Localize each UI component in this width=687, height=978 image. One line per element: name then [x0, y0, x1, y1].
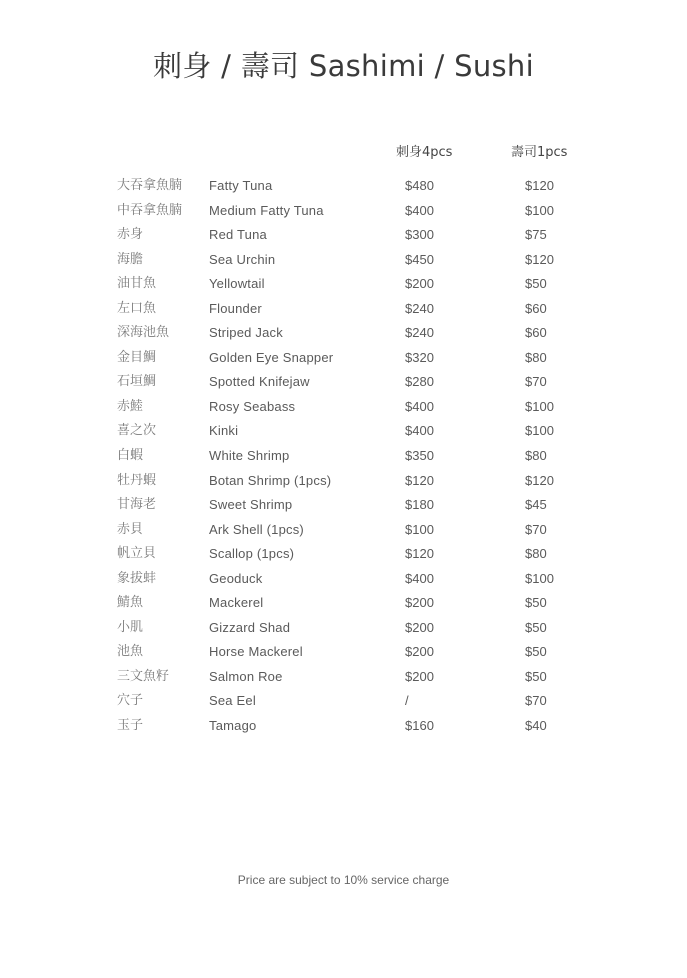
menu-item-row	[0, 346, 687, 371]
item-english-name: Ark Shell (1pcs)	[209, 521, 304, 537]
item-sushi-price: $70	[525, 693, 547, 709]
menu-table	[0, 174, 687, 739]
item-sashimi-price: $200	[405, 644, 434, 660]
item-sushi-price: $50	[525, 276, 547, 292]
item-sashimi-price: $240	[405, 300, 434, 316]
item-sushi-price: $80	[525, 448, 547, 464]
menu-item-row	[0, 518, 687, 543]
item-sushi-price: $80	[525, 349, 547, 365]
item-sashimi-price: $320	[405, 349, 434, 365]
item-sashimi-price: $200	[405, 619, 434, 635]
menu-item-row	[0, 272, 687, 297]
item-english-name: Botan Shrimp (1pcs)	[209, 472, 332, 488]
item-sushi-price: $45	[525, 497, 547, 513]
item-sushi-price: $100	[525, 423, 554, 439]
item-sashimi-price: $400	[405, 423, 434, 439]
item-chinese-name: 牡丹蝦	[117, 472, 157, 488]
item-sushi-price: $60	[525, 300, 547, 316]
menu-item-row	[0, 714, 687, 739]
item-chinese-name: 甘海老	[117, 497, 157, 513]
item-chinese-name: 池魚	[117, 644, 144, 660]
item-english-name: Mackerel	[209, 595, 264, 611]
item-sushi-price: $70	[525, 374, 547, 390]
menu-item-row	[0, 297, 687, 322]
item-chinese-name: 赤貝	[117, 521, 144, 537]
item-sushi-price: $80	[525, 546, 547, 562]
item-sashimi-price: $120	[405, 472, 434, 488]
item-english-name: Sea Eel	[209, 693, 256, 709]
item-chinese-name: 帆立貝	[117, 546, 157, 562]
item-english-name: Yellowtail	[209, 276, 265, 292]
item-english-name: Striped Jack	[209, 325, 283, 341]
sushi-column-header: 壽司1pcs	[511, 145, 568, 160]
item-sashimi-price: $200	[405, 668, 434, 684]
item-sushi-price: $50	[525, 668, 547, 684]
sashimi-column-header: 刺身4pcs	[396, 145, 453, 160]
item-english-name: Sweet Shrimp	[209, 497, 293, 513]
item-sushi-price: $60	[525, 325, 547, 341]
item-sushi-price: $40	[525, 718, 547, 734]
menu-item-row	[0, 174, 687, 199]
item-sashimi-price: $100	[405, 521, 434, 537]
menu-item-row	[0, 469, 687, 494]
item-chinese-name: 象拔蚌	[117, 570, 157, 586]
item-english-name: Gizzard Shad	[209, 619, 291, 635]
item-chinese-name: 鯖魚	[117, 595, 144, 611]
item-english-name: Sea Urchin	[209, 251, 276, 267]
item-english-name: Horse Mackerel	[209, 644, 303, 660]
item-english-name: Rosy Seabass	[209, 398, 296, 414]
menu-item-row	[0, 689, 687, 714]
item-sashimi-price: $480	[405, 178, 434, 193]
item-sushi-price: $75	[525, 227, 547, 243]
item-english-name: Salmon Roe	[209, 668, 283, 684]
item-english-name: Golden Eye Snapper	[209, 349, 334, 365]
item-sushi-price: $70	[525, 521, 547, 537]
item-sashimi-price: $200	[405, 595, 434, 611]
menu-item-row	[0, 419, 687, 444]
item-chinese-name: 喜之次	[117, 423, 157, 439]
item-sashimi-price: /	[405, 693, 409, 709]
item-chinese-name: 玉子	[117, 718, 144, 734]
item-sushi-price: $100	[525, 398, 554, 414]
item-english-name: Tamago	[209, 718, 257, 734]
item-chinese-name: 金目鯛	[117, 349, 157, 365]
item-sashimi-price: $350	[405, 448, 434, 464]
menu-item-row	[0, 199, 687, 224]
item-english-name: Red Tuna	[209, 227, 267, 243]
item-sashimi-price: $400	[405, 202, 434, 218]
item-sashimi-price: $240	[405, 325, 434, 341]
item-sushi-price: $120	[525, 472, 554, 488]
item-sushi-price: $50	[525, 644, 547, 660]
item-sushi-price: $120	[525, 251, 554, 267]
item-english-name: Geoduck	[209, 570, 263, 586]
item-sashimi-price: $450	[405, 251, 434, 267]
menu-item-row	[0, 493, 687, 518]
menu-item-row	[0, 567, 687, 592]
item-english-name: Fatty Tuna	[209, 178, 273, 193]
item-chinese-name: 白蝦	[117, 448, 144, 464]
item-chinese-name: 赤身	[117, 227, 144, 243]
item-sushi-price: $120	[525, 178, 554, 193]
menu-item-row	[0, 665, 687, 690]
item-english-name: Medium Fatty Tuna	[209, 202, 324, 218]
item-english-name: Kinki	[209, 423, 239, 439]
menu-item-row	[0, 542, 687, 567]
menu-item-row	[0, 640, 687, 665]
item-sashimi-price: $120	[405, 546, 434, 562]
menu-item-row	[0, 444, 687, 469]
menu-item-row	[0, 395, 687, 420]
item-chinese-name: 大吞拿魚腩	[117, 178, 183, 193]
page-title: 刺身 / 壽司 Sashimi / Sushi	[153, 49, 534, 83]
menu-item-row	[0, 616, 687, 641]
item-sushi-price: $100	[525, 570, 554, 586]
menu-item-row	[0, 370, 687, 395]
item-sashimi-price: $300	[405, 227, 434, 243]
item-english-name: Flounder	[209, 300, 262, 316]
item-chinese-name: 深海池魚	[117, 325, 170, 341]
item-sashimi-price: $160	[405, 718, 434, 734]
item-chinese-name: 左口魚	[117, 300, 157, 316]
item-sushi-price: $50	[525, 595, 547, 611]
item-sashimi-price: $200	[405, 276, 434, 292]
item-sashimi-price: $400	[405, 398, 434, 414]
service-charge-note: Price are subject to 10% service charge	[237, 873, 450, 887]
menu-item-row	[0, 223, 687, 248]
item-chinese-name: 小肌	[117, 619, 144, 635]
menu-item-row	[0, 591, 687, 616]
item-sushi-price: $50	[525, 619, 547, 635]
item-english-name: White Shrimp	[209, 448, 290, 464]
menu-item-row	[0, 321, 687, 346]
item-sashimi-price: $280	[405, 374, 434, 390]
item-chinese-name: 石垣鯛	[117, 374, 157, 390]
item-chinese-name: 中吞拿魚腩	[117, 202, 183, 218]
item-sushi-price: $100	[525, 202, 554, 218]
item-sashimi-price: $400	[405, 570, 434, 586]
item-chinese-name: 海膽	[117, 251, 144, 267]
item-english-name: Spotted Knifejaw	[209, 374, 310, 390]
item-chinese-name: 赤鯥	[117, 398, 144, 414]
menu-item-row	[0, 248, 687, 273]
item-english-name: Scallop (1pcs)	[209, 546, 295, 562]
item-chinese-name: 穴子	[117, 693, 144, 709]
item-sashimi-price: $180	[405, 497, 434, 513]
item-chinese-name: 油甘魚	[117, 276, 157, 292]
item-chinese-name: 三文魚籽	[117, 668, 170, 684]
